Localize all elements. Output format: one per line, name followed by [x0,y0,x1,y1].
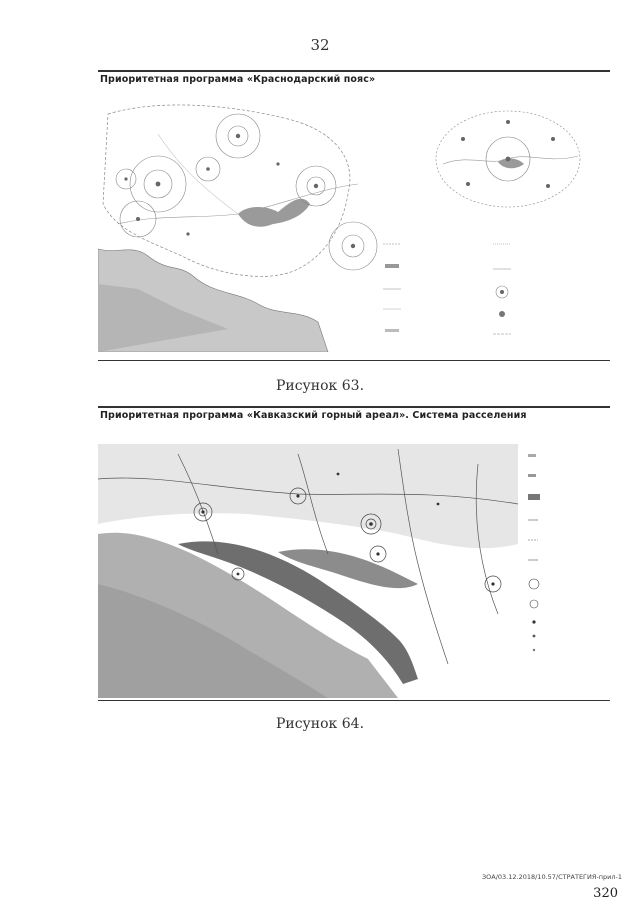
page-number: 32 [310,36,330,54]
page-stamp-number: 320 [593,886,618,901]
figure-63-title: Приоритетная программа «Краснодарский пояс» [100,74,376,85]
figure-64 [98,406,610,700]
figure-63-bottom-rule [98,360,610,361]
document-footer: ЗОА/03.12.2018/10.57/СТРАТЕГИЯ-прил-1 [481,873,622,881]
figure-63 [98,70,610,354]
figure-64-map [98,434,610,698]
figure-64-bottom-rule [98,700,610,701]
figure-64-title: Приоритетная программа «Кавказский горный ареал». Система расселения [100,410,527,421]
figure-64-caption: Рисунок 64. [275,716,365,732]
figure-63-caption: Рисунок 63. [275,378,365,394]
figure-63-map [98,94,610,352]
